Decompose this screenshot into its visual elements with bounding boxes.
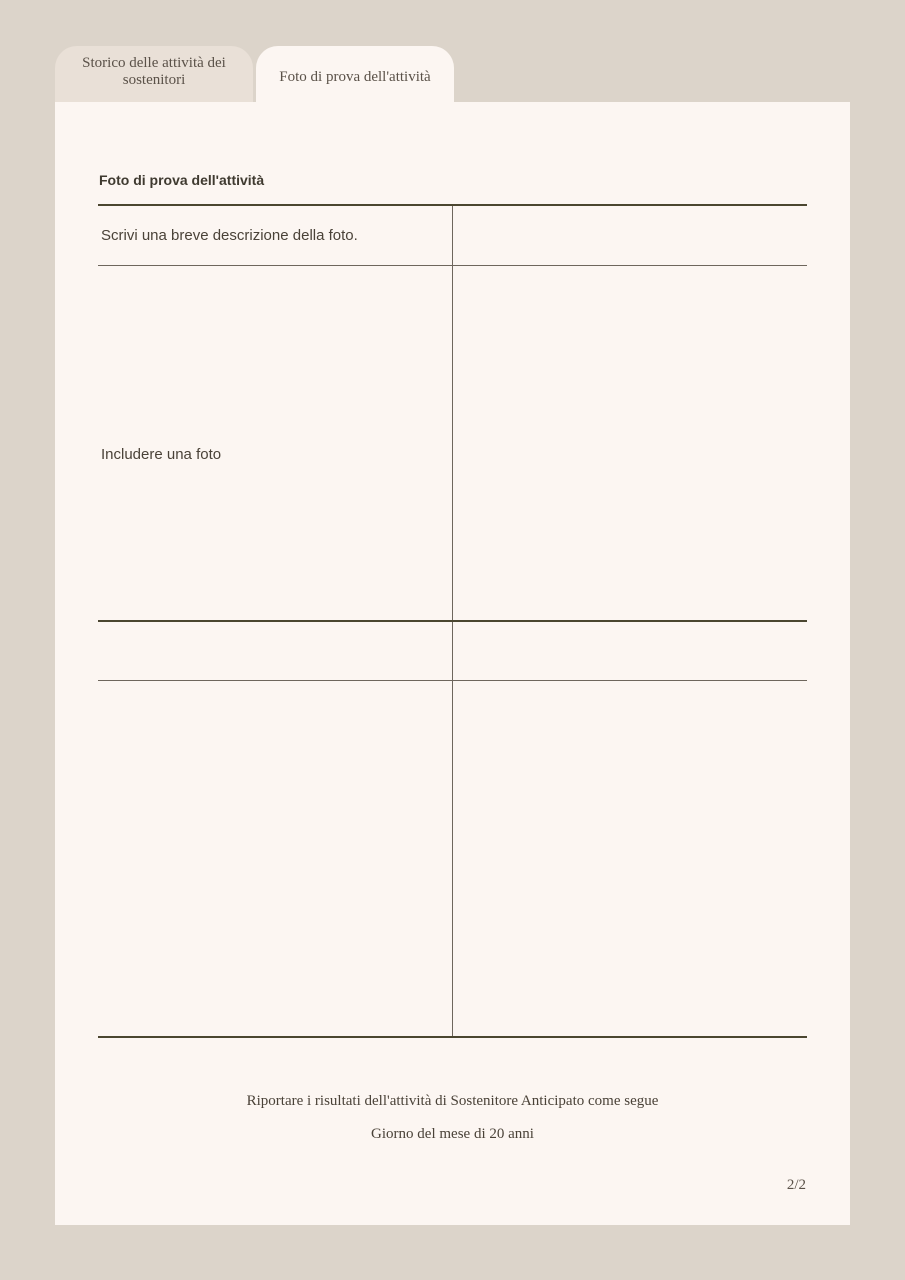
table-bottom-rule xyxy=(98,1036,807,1038)
tab-activity-photo-proof[interactable] xyxy=(256,46,454,102)
section-title: Foto di prova dell'attività xyxy=(99,172,265,188)
column-divider xyxy=(452,622,453,1036)
tab-supporter-activity-history[interactable] xyxy=(55,46,253,102)
date-line: Giorno del mese di 20 anni xyxy=(371,1126,534,1142)
row-divider xyxy=(98,680,807,681)
page-number: 2/2 xyxy=(786,1177,806,1193)
tab-label: Storico delle attività dei sostenitori xyxy=(82,55,226,88)
include-photo-label: Includere una foto xyxy=(101,446,222,463)
photo-description-label: Scrivi una breve descrizione della foto. xyxy=(101,227,358,244)
document-page xyxy=(55,102,850,1225)
report-note: Riportare i risultati dell'attività di Sostenitore Anticipato come segue xyxy=(246,1093,659,1109)
row-divider xyxy=(98,265,807,266)
tab-label: Foto di prova dell'attività xyxy=(279,68,431,85)
column-divider xyxy=(452,206,453,620)
